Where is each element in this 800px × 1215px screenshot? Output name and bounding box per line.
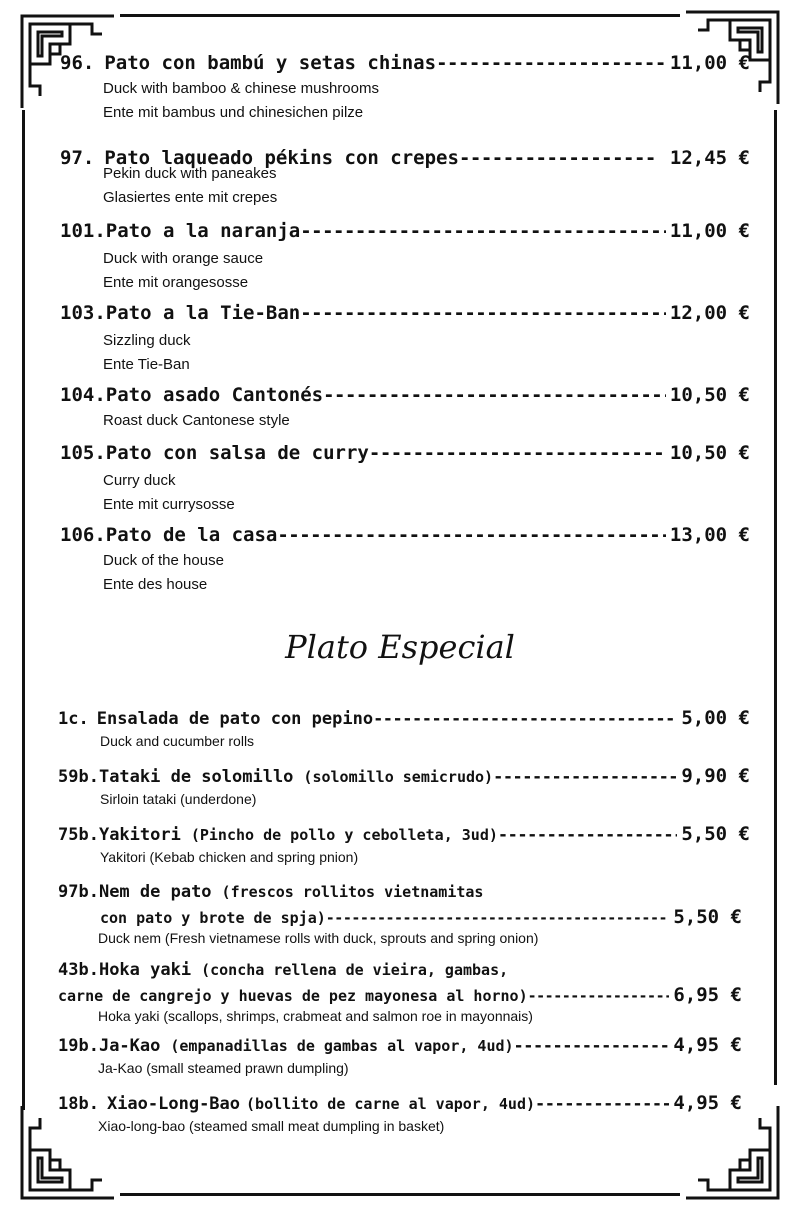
item-number: 104. xyxy=(60,384,106,406)
border-right xyxy=(774,110,777,1085)
leader-dots xyxy=(326,909,670,927)
item-price: 5,50 € xyxy=(673,906,742,928)
item-name: Nem de pato xyxy=(98,882,212,902)
item-price: 5,50 € xyxy=(681,823,750,845)
leader-dots xyxy=(323,384,666,406)
item-name: Ensalada de pato con pepino xyxy=(96,709,374,729)
item-desc-en: Roast duck Cantonese style xyxy=(103,412,290,429)
item-price: 6,95 € xyxy=(673,984,742,1006)
leader-dots xyxy=(459,147,654,169)
item-price: 5,00 € xyxy=(681,707,750,729)
section-title-plato-especial: Plato Especial xyxy=(285,628,515,666)
item-number: 96. xyxy=(60,52,95,74)
item-subtitle-line2: carne de cangrejo y huevas de pez mayonesa al horno) xyxy=(58,987,528,1005)
item-subtitle: (Pincho de pollo y cebolleta, 3ud) xyxy=(190,826,498,844)
item-subtitle-cont xyxy=(58,984,742,1006)
item-desc-en: Pekin duck with paneakes xyxy=(103,165,277,182)
item-price: 12,45 € xyxy=(669,147,750,169)
item-desc-en: Duck with orange sauce xyxy=(103,250,264,267)
item-desc-de: Ente des house xyxy=(103,576,208,593)
item-price: 10,50 € xyxy=(669,442,750,464)
item-desc-en: Xiao-long-bao (steamed small meat dumpling in basket) xyxy=(98,1118,445,1134)
item-desc-en: Sizzling duck xyxy=(103,332,191,349)
item-number: 43b. xyxy=(58,960,99,980)
item-price: 11,00 € xyxy=(669,220,750,242)
item-name: Hoka yaki xyxy=(98,960,192,980)
border-top xyxy=(120,14,680,17)
item-subtitle: (solomillo semicrudo) xyxy=(303,768,494,786)
item-name: Tataki de solomillo xyxy=(98,767,294,787)
border-left xyxy=(22,110,25,1110)
leader-dots xyxy=(528,987,670,1005)
item-price: 13,00 € xyxy=(669,524,750,546)
item-number: 19b. xyxy=(58,1036,99,1056)
item-number: 97b. xyxy=(58,882,99,902)
item-number: 18b. xyxy=(58,1094,99,1114)
item-name: Pato con salsa de curry xyxy=(105,442,369,464)
item-subtitle: (concha rellena de vieira, gambas, xyxy=(201,961,509,979)
item-name: Pato a la naranja xyxy=(105,220,301,242)
item-name: Pato asado Cantonés xyxy=(105,384,324,406)
item-desc-de: Glasiertes ente mit crepes xyxy=(103,189,278,206)
leader-dots xyxy=(436,52,666,74)
item-subtitle: (empanadillas de gambas al vapor, 4ud) xyxy=(170,1037,514,1055)
item-number: 105. xyxy=(60,442,106,464)
item-name: Pato de la casa xyxy=(105,524,278,546)
leader-dots xyxy=(277,524,666,546)
item-desc-de: Ente mit orangesosse xyxy=(103,274,249,291)
item-desc-de: Ente Tie-Ban xyxy=(103,356,190,373)
item-subtitle: (bollito de carne al vapor, 4ud) xyxy=(246,1095,535,1113)
item-desc-en: Duck nem (Fresh vietnamese rolls with duck, sprouts and spring onion) xyxy=(98,930,539,946)
item-price: 12,00 € xyxy=(669,302,750,324)
item-name: Pato a la Tie-Ban xyxy=(105,302,301,324)
border-bottom xyxy=(120,1193,680,1196)
item-subtitle: (frescos rollitos vietnamitas xyxy=(221,883,484,901)
item-name: Xiao-Long-Bao xyxy=(106,1094,241,1114)
item-desc-en: Ja-Kao (small steamed prawn dumpling) xyxy=(98,1060,349,1076)
item-name: Ja-Kao xyxy=(98,1036,161,1056)
leader-dots xyxy=(300,302,666,324)
item-subtitle-line2: con pato y brote de spja) xyxy=(100,909,326,927)
leader-dots xyxy=(369,442,666,464)
item-price: 11,00 € xyxy=(669,52,750,74)
item-desc-en: Duck of the house xyxy=(103,552,224,569)
item-desc-de: Ente mit bambus und chinesichen pilze xyxy=(103,104,364,121)
leader-dots xyxy=(498,825,677,845)
item-price: 4,95 € xyxy=(673,1034,742,1056)
leader-dots xyxy=(373,709,677,729)
leader-dots xyxy=(493,767,677,787)
item-number: 59b. xyxy=(58,767,99,787)
item-number: 1c. xyxy=(58,709,89,729)
item-number: 101. xyxy=(60,220,106,242)
leader-dots xyxy=(514,1036,670,1056)
item-name: Yakitori xyxy=(98,825,181,845)
item-number: 103. xyxy=(60,302,106,324)
item-desc-en: Yakitori (Kebab chicken and spring pnion) xyxy=(100,849,359,865)
item-desc-de: Ente mit currysosse xyxy=(103,496,235,513)
item-subtitle-cont xyxy=(100,906,742,928)
item-number: 75b. xyxy=(58,825,99,845)
item-price: 4,95 € xyxy=(673,1092,742,1114)
item-name: Pato con bambú y setas chinas xyxy=(104,52,437,74)
item-desc-en: Hoka yaki (scallops, shrimps, crabmeat and salmon roe in mayonnais) xyxy=(98,1008,533,1024)
item-desc-en: Curry duck xyxy=(103,472,176,489)
leader-dots xyxy=(535,1094,669,1114)
item-price: 9,90 € xyxy=(681,765,750,787)
item-name: Pato laqueado pékins con crepes xyxy=(104,147,459,169)
item-number: 106. xyxy=(60,524,106,546)
leader-dots xyxy=(300,220,666,242)
item-desc-en: Duck and cucumber rolls xyxy=(100,733,255,749)
item-desc-en: Duck with bamboo & chinese mushrooms xyxy=(103,80,379,97)
item-price: 10,50 € xyxy=(669,384,750,406)
item-desc-en: Sirloin tataki (underdone) xyxy=(100,791,257,807)
item-number: 97. xyxy=(60,147,95,169)
